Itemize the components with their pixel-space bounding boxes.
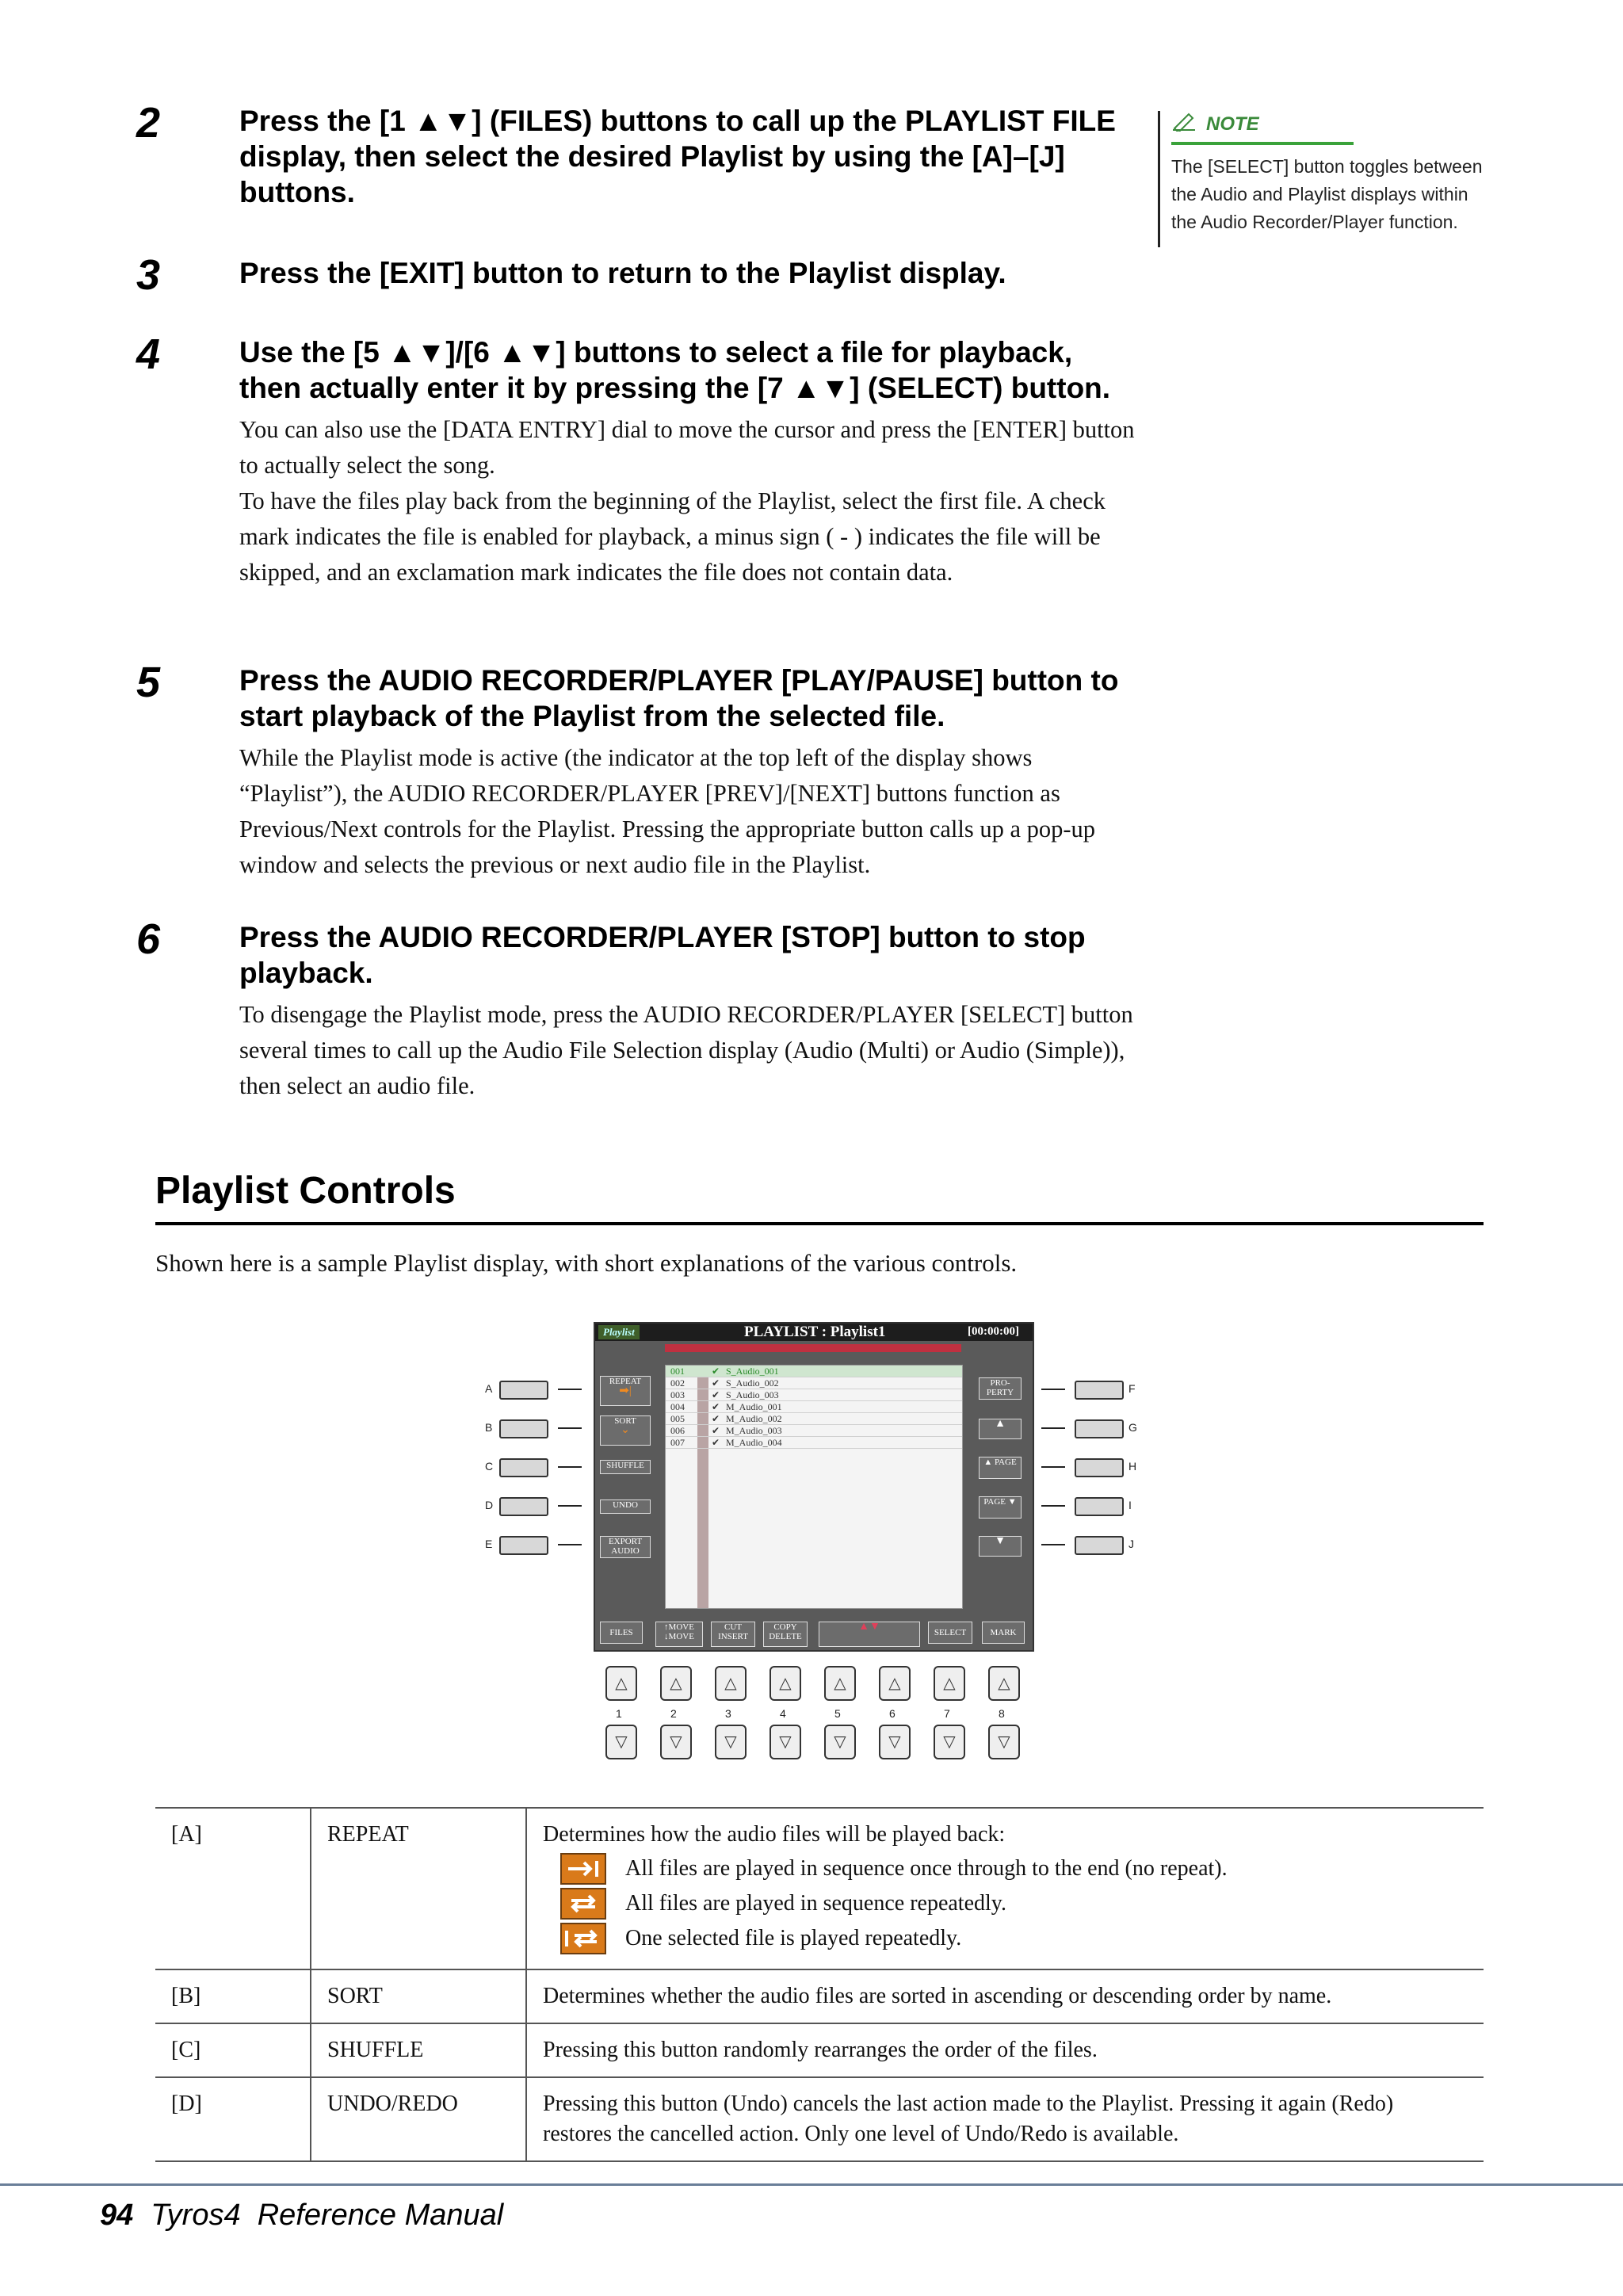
- repeat-icon: ➡|: [619, 1385, 632, 1397]
- repeat-option: All files are played in sequence once through to the end (no repeat).: [560, 1853, 1468, 1885]
- button-3-up[interactable]: △: [715, 1666, 747, 1701]
- repeat-option: One selected file is played repeatedly.: [560, 1923, 1468, 1954]
- button-6-up[interactable]: △: [879, 1666, 911, 1701]
- check-icon: ✔: [712, 1366, 720, 1377]
- number-label: 8: [999, 1707, 1005, 1720]
- button-7-up[interactable]: △: [934, 1666, 965, 1701]
- list-item[interactable]: 005 ✔ M_Audio_002: [666, 1413, 962, 1425]
- playlist-mode-tab: Playlist: [598, 1325, 640, 1339]
- step-number: 2: [136, 99, 161, 147]
- section-title: Playlist Controls: [155, 1170, 456, 1212]
- connector-line: [1041, 1466, 1065, 1468]
- connector-line: [1041, 1389, 1065, 1390]
- list-item[interactable]: 006 ✔ M_Audio_003: [666, 1425, 962, 1437]
- check-icon: ✔: [712, 1389, 720, 1400]
- manual-title: Tyros4 Reference Manual: [151, 2199, 504, 2232]
- step-6: [136, 915, 1141, 1104]
- list-item[interactable]: 007 ✔ M_Audio_004: [666, 1437, 962, 1449]
- button-j[interactable]: [1075, 1536, 1124, 1555]
- check-icon: ✔: [712, 1377, 720, 1389]
- step-paragraph: You can also use the [DATA ENTRY] dial to move the cursor and press the [ENTER] button to actually select the song.: [239, 416, 1135, 479]
- button-d[interactable]: [499, 1497, 548, 1516]
- control-desc: Determines whether the audio files are sorted in ascending or descending order by name.: [526, 1969, 1484, 2023]
- page-number: 94: [100, 2199, 134, 2232]
- connector-line: [1041, 1544, 1065, 1545]
- check-icon: ✔: [712, 1401, 720, 1412]
- side-letter: B: [485, 1421, 493, 1434]
- sort-icon: ⌄: [621, 1424, 630, 1436]
- pencil-icon: [1171, 111, 1198, 137]
- side-letter: E: [485, 1538, 493, 1550]
- control-key: [A]: [155, 1808, 311, 1969]
- select-button[interactable]: SELECT: [928, 1622, 972, 1644]
- button-i[interactable]: [1075, 1497, 1124, 1516]
- step-number: 3: [136, 251, 161, 299]
- copy-delete-button[interactable]: COPY DELETE: [763, 1622, 808, 1647]
- side-letter: G: [1128, 1421, 1137, 1434]
- control-desc: Pressing this button randomly rearranges the order of the files.: [526, 2023, 1484, 2077]
- step-3: [136, 251, 1141, 299]
- step-number: 4: [136, 330, 161, 378]
- number-label: 5: [834, 1707, 841, 1720]
- list-item[interactable]: 001 ✔ S_Audio_001: [666, 1366, 962, 1377]
- step-body: [239, 740, 1141, 883]
- step-5: [136, 659, 1141, 883]
- connector-line: [558, 1427, 582, 1429]
- button-5-up[interactable]: △: [824, 1666, 856, 1701]
- controls-table: [155, 1807, 1484, 2162]
- section-divider: [155, 1222, 1484, 1225]
- check-icon: ✔: [712, 1413, 720, 1424]
- mark-button[interactable]: MARK: [982, 1622, 1025, 1644]
- footer-divider: [0, 2183, 1623, 2186]
- number-label: 7: [944, 1707, 950, 1720]
- screen-title: PLAYLIST : Playlist1: [744, 1324, 886, 1340]
- screen-title-bar: [595, 1324, 1033, 1341]
- button-2-down[interactable]: ▽: [660, 1725, 692, 1759]
- control-name: REPEAT: [311, 1808, 526, 1969]
- page-down-button[interactable]: PAGE ▼: [979, 1496, 1022, 1519]
- step-title: Press the [1 ▲▼] (FILES) buttons to call up the PLAYLIST FILE display, then select the desired Playlist by using the [A]–[J] buttons.: [239, 105, 1116, 208]
- button-4-down[interactable]: ▽: [769, 1725, 801, 1759]
- scroll-bottom-button[interactable]: ▼: [979, 1536, 1022, 1557]
- side-letter: D: [485, 1499, 494, 1511]
- control-desc: Determines how the audio files will be played back: All files are played in sequence once through to the end (no repeat). All files are played in sequence repeatedly. One selected file is played repeatedly.: [526, 1808, 1484, 1969]
- button-c[interactable]: [499, 1458, 548, 1477]
- number-label: 6: [889, 1707, 896, 1720]
- button-4-up[interactable]: △: [769, 1666, 801, 1701]
- list-header-strip: [665, 1344, 961, 1352]
- button-g[interactable]: [1075, 1419, 1124, 1438]
- step-paragraph: To disengage the Playlist mode, press the AUDIO RECORDER/PLAYER [SELECT] button several times to call up the Audio File Selection display (Audio (Multi) or Audio (Simple)), then select an audio file.: [239, 1001, 1133, 1099]
- control-name: UNDO/REDO: [311, 2077, 526, 2161]
- button-6-down[interactable]: ▽: [879, 1725, 911, 1759]
- step-paragraph: While the Playlist mode is active (the indicator at the top left of the display shows “Playlist”), the AUDIO RECORDER/PLAYER [PREV]/[NEXT] buttons function as Previous/Next controls for the Playlist. Pressing the appropriate button calls up a pop-up window and selects the previous or next audio file in the Playlist.: [239, 744, 1096, 878]
- undo-button[interactable]: UNDO: [600, 1499, 651, 1514]
- section-intro: Shown here is a sample Playlist display, with short explanations of the various controls.: [155, 1249, 1018, 1277]
- table-row: [155, 1808, 1484, 1969]
- step-title: Use the [5 ▲▼]/[6 ▲▼] buttons to select a file for playback, then actually enter it by pressing the [7 ▲▼] (SELECT) button.: [239, 336, 1111, 404]
- check-icon: ✔: [712, 1425, 720, 1436]
- note-label: NOTE: [1206, 113, 1259, 135]
- button-7-down[interactable]: ▽: [934, 1725, 965, 1759]
- side-letter: J: [1128, 1538, 1134, 1550]
- list-item[interactable]: 003 ✔ S_Audio_003: [666, 1389, 962, 1401]
- number-label: 1: [616, 1707, 622, 1720]
- step-number: 6: [136, 915, 161, 963]
- connector-line: [558, 1389, 582, 1390]
- table-row: [155, 2023, 1484, 2077]
- step-4: [136, 330, 1141, 590]
- repeat-off-icon: [560, 1853, 606, 1885]
- step-body: [239, 412, 1141, 590]
- button-e[interactable]: [499, 1536, 548, 1555]
- button-b[interactable]: [499, 1419, 548, 1438]
- check-icon: ✔: [712, 1437, 720, 1448]
- button-1-down[interactable]: ▽: [605, 1725, 637, 1759]
- step-2: [136, 99, 1141, 210]
- note-header: [1171, 111, 1354, 145]
- note-text: The [SELECT] button toggles between the Audio and Playlist displays within the Audio Recorder/Player function.: [1171, 156, 1483, 232]
- connector-line: [558, 1466, 582, 1468]
- button-f[interactable]: [1075, 1381, 1124, 1400]
- step-paragraph: To have the files play back from the beginning of the Playlist, select the first file. A check mark indicates the file is enabled for playback, a minus sign ( - ) indicates the file will be skipped, and an exclamation mark indicates the file does not contain data.: [239, 487, 1106, 586]
- side-letter: F: [1128, 1382, 1136, 1395]
- scroll-top-button[interactable]: ▲: [979, 1419, 1022, 1439]
- lcd-screen: [594, 1322, 1034, 1652]
- button-2-up[interactable]: △: [660, 1666, 692, 1701]
- button-8-down[interactable]: ▽: [988, 1725, 1020, 1759]
- export-audio-button[interactable]: EXPORT AUDIO: [600, 1536, 651, 1558]
- step-number: 5: [136, 659, 161, 706]
- button-h[interactable]: [1075, 1458, 1124, 1477]
- control-key: [C]: [155, 2023, 311, 2077]
- number-label: 2: [670, 1707, 677, 1720]
- time-readout: [00:00:00]: [968, 1325, 1019, 1338]
- shuffle-button[interactable]: SHUFFLE: [600, 1460, 651, 1474]
- file-list: [665, 1365, 963, 1609]
- control-key: [D]: [155, 2077, 311, 2161]
- side-letter: I: [1128, 1499, 1132, 1511]
- control-desc: Pressing this button (Undo) cancels the last action made to the Playlist. Pressing it again (Redo) restores the cancelled action. Only one level of Undo/Redo is available.: [526, 2077, 1484, 2161]
- control-name: SHUFFLE: [311, 2023, 526, 2077]
- step-title: Press the AUDIO RECORDER/PLAYER [PLAY/PAUSE] button to start playback of the Playlist from the selected file.: [239, 664, 1119, 732]
- repeat-button[interactable]: REPEAT ➡|: [600, 1376, 651, 1406]
- side-letter: A: [485, 1382, 493, 1395]
- list-item[interactable]: 002 ✔ S_Audio_002: [666, 1377, 962, 1389]
- connector-line: [558, 1505, 582, 1507]
- connector-line: [558, 1544, 582, 1545]
- number-label: 3: [725, 1707, 731, 1720]
- button-8-up[interactable]: △: [988, 1666, 1020, 1701]
- property-button[interactable]: PRO-PERTY: [979, 1377, 1022, 1400]
- button-5-down[interactable]: ▽: [824, 1725, 856, 1759]
- side-letter: H: [1128, 1460, 1137, 1473]
- files-button[interactable]: FILES: [600, 1622, 643, 1644]
- cursor-updown-button[interactable]: ▲▼: [819, 1622, 920, 1647]
- note-box: [1158, 111, 1488, 247]
- button-a[interactable]: [499, 1381, 548, 1400]
- sort-button[interactable]: SORT ⌄: [600, 1415, 651, 1446]
- control-key: [B]: [155, 1969, 311, 2023]
- connector-line: [1041, 1505, 1065, 1507]
- repeat-option: All files are played in sequence repeatedly.: [560, 1888, 1468, 1920]
- page-footer: [100, 2199, 503, 2233]
- cut-insert-button[interactable]: CUT INSERT: [711, 1622, 755, 1647]
- step-body: [239, 997, 1141, 1104]
- side-letter: C: [485, 1460, 494, 1473]
- step-title: Press the AUDIO RECORDER/PLAYER [STOP] button to stop playback.: [239, 921, 1086, 989]
- button-3-down[interactable]: ▽: [715, 1725, 747, 1759]
- move-button[interactable]: ↑MOVE ↓MOVE: [655, 1622, 703, 1647]
- connector-line: [1041, 1427, 1065, 1429]
- step-title: Press the [EXIT] button to return to the Playlist display.: [239, 257, 1006, 289]
- control-name: SORT: [311, 1969, 526, 2023]
- table-row: [155, 2077, 1484, 2161]
- repeat-single-icon: [560, 1923, 606, 1954]
- list-item[interactable]: 004 ✔ M_Audio_001: [666, 1401, 962, 1413]
- page-up-button[interactable]: ▲ PAGE: [979, 1457, 1022, 1479]
- number-label: 4: [780, 1707, 786, 1720]
- button-1-up[interactable]: △: [605, 1666, 637, 1701]
- repeat-all-icon: [560, 1888, 606, 1920]
- table-row: [155, 1969, 1484, 2023]
